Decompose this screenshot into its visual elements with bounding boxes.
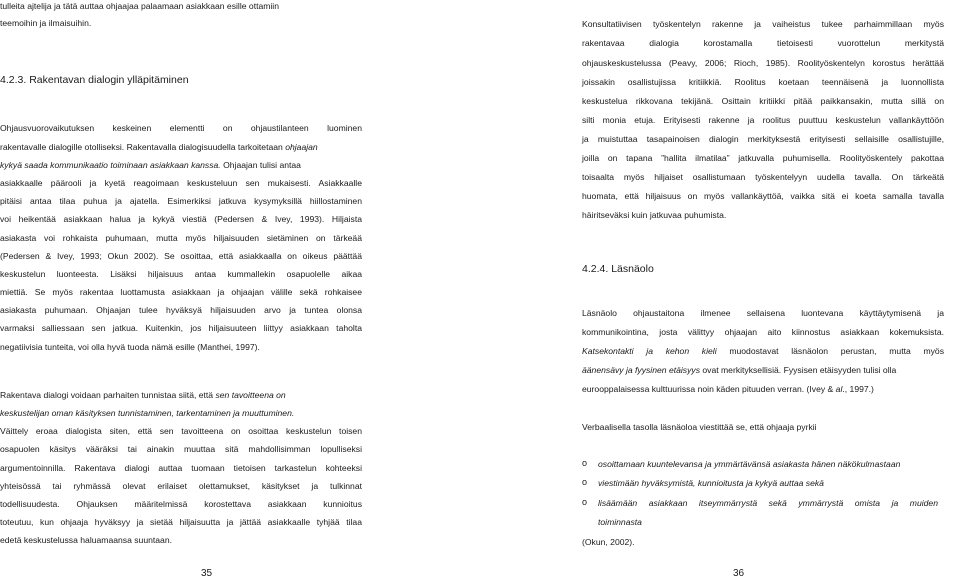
text-line: rakentavaa dialogia korostamalla tietoisesti vuorottelun merkitystä [582,38,944,48]
bullet-marker: o [582,458,588,468]
text-line: eurooppalaisessa kulttuurissa noin käden pituuden verran. (Ivey & al., 1997.) [582,384,874,394]
text-line: rakentavalle dialogille otolliseksi. Rakentavalla dialogisuudella tarkoitetaan ohjaajan [0,142,318,152]
text-line: tulleita ajtelija ja tätä auttaa ohjaajaa palaamaan asiakkaan esille ottamiin [0,1,279,11]
text-line: osapuolen käsitys vääräksi tai ainakin muuttaa sitä mahdollisimman lopulliseksi [0,444,362,454]
bullet-marker: o [582,497,588,507]
text-line: Konsultatiivisen työskentelyn rakenne ja vaiheistus tukee parhaimmillaan myös [582,19,944,29]
section-heading: 4.2.4. Läsnäolo [582,263,654,275]
text-line: asiakasta voi rohkaista puhumaan, mutta myös hiljaisuuden sietäminen on tärkeää [0,233,362,243]
bullet-item-continued: toiminnasta [598,517,642,527]
text-line: miettiä. Se myös rakentaa luottamusta asiakkaan ja ohjaajan välille sekä rohkaisee [0,287,362,297]
bullet-item: osoittamaan kuuntelevansa ja ymmärtävänsä asiakasta hänen näkökulmastaan [598,459,901,469]
text-line: äänensävy ja fyysinen etäisyys ovat merkityksellisiä. Fyysisen etäisyyden tulisi olla [582,365,897,375]
text-line: edetä keskustelussa haluamaansa suuntaan. [0,535,172,545]
text-line: Väittely eroaa dialogista siten, että sen tavoitteena on osoittaa keskustelun toisen [0,426,362,436]
text-line: Katsekontakti ja kehon kieli muodostavat läsnäolon perustan, mutta myös [582,346,944,356]
text-line: keskustelun luonteesta. Lisäksi hiljaisuus antaa kummallekin osapuolelle aikaa [0,269,362,279]
text-line: voi heikentää asiakkaan halua ja kykyä viestiä (Pedersen & Ivey, 1993). Hiljaista [0,214,362,224]
text-line: ohjauskeskustelussa (Peavy, 2006; Rioch, 1985). Roolityöskentelyn korostus herättää [582,58,944,68]
text-line: asiakkaalle päärooli ja kyetä reagoimaan keskusteluun sen mukaisesti. Asiakkaalle [0,178,362,188]
page-number: 35 [201,568,213,579]
text-line: joilla on tapana ”hallita ilmatilaa” jatkuvalla puhumisella. Roolityöskentely pakottaa [582,153,944,163]
text-line: ja muistuttaa tasapainoisen dialogin merkityksestä erityisesti sellaisille osallistujille, [582,134,944,144]
text-line: joissakin osallistujissa kritiikkiä. Roolitus koetaan teennäisenä ja luonnollista [582,77,944,87]
text-line: silti monia etuja. Erityisesti rakenne ja roolitus puuttuu keskustelun vallankäyttöön [582,115,944,125]
text-line: Rakentava dialogi voidaan parhaiten tunnistaa siitä, että sen tavoitteena on [0,390,286,400]
bullet-item: viestimään hyväksymistä, kunnioitusta ja kykyä auttaa sekä [598,478,824,488]
bullet-marker: o [582,477,588,487]
text-line: kykyä saada kommunikaatio toiminaan asiakkaan kanssa. Ohjaajan tulisi antaa [0,160,301,170]
text-line: pitäisi antaa tilaa puhua ja ajatella. Esimerkiksi jatkuva kysymyksillä hiillostaminen [0,196,362,206]
text-line: kommunikointina, josta välittyy ohjaajan aito kiinnostus asiakkaan kokemuksista. [582,327,944,337]
text-line: keskustelijan oman käsityksen tunnistaminen, tarkentaminen ja muuttuminen. [0,408,295,418]
text-line: keskustelua rikkovana tekijänä. Osittain kritiikki pitää paikkansakin, mutta sillä on [582,96,944,106]
text-line: todellisuudesta. Ohjauksen määritelmissä korostettava asiakkaan kunnioitus [0,499,362,509]
text-line: Ohjausvuorovaikutuksen keskeinen elementti on ohjaustilanteen luominen [0,123,362,133]
text-line: häiritseväksi kuin jatkuvaa puhumista. [582,210,727,220]
text-line: argumentoinnilla. Rakentava dialogi auttaa tuomaan tietoisen tarkastelun kohteeksi [0,463,362,473]
text-line: Verbaalisella tasolla läsnäoloa viestittää se, että ohjaaja pyrkii [582,422,817,432]
text-line: huomata, että hiljaisuus on myös vallankäyttöä, vaikka sitä ei koeta samalla tavalla [582,191,944,201]
text-line: varmaksi salliessaan sen jatkua. Kuitenkin, jos hiljaisuuteen liittyy asiakkaan taholta [0,323,362,333]
text-line: teemoihin ja ilmaisuihin. [0,18,92,28]
text-line: (Pedersen & Ivey, 1993; Okun 2002). Se osoittaa, että asiakkaalla on oikeus päättää [0,251,362,261]
bullet-item: lisäämään asiakkaan itseymmärrystä sekä ymmärrystä omista ja muiden [598,498,938,508]
text-line: toteutuu, kun ohjaaja hyväksyy ja sietää hiljaisuutta ja jättää asiakkaalle tyhjää tilaa [0,517,362,527]
text-line: Läsnäolo ohjaustaitona ilmenee sellaisena luontevana käyttäytymisenä ja [582,308,944,318]
section-heading: 4.2.3. Rakentavan dialogin ylläpitäminen [0,74,189,86]
text-line: yhteisössä tai ryhmässä olevat erilaiset olettamukset, käsitykset ja tulkinnat [0,481,362,491]
text-line: negatiivisia tunteita, voi olla hyvä tuoda nämä esille (Manthei, 1997). [0,342,260,352]
citation: (Okun, 2002). [582,537,635,547]
text-line: asiakasta puhumaan. Ohjaajan tulee hyväksyä hiljaisuuden arvo ja tuntea olonsa [0,305,362,315]
text-line: toisaalta myös hiljaiset osallistumaan työskentelyyn uudella tavalla. On tärkeätä [582,172,944,182]
page-number: 36 [733,568,745,579]
